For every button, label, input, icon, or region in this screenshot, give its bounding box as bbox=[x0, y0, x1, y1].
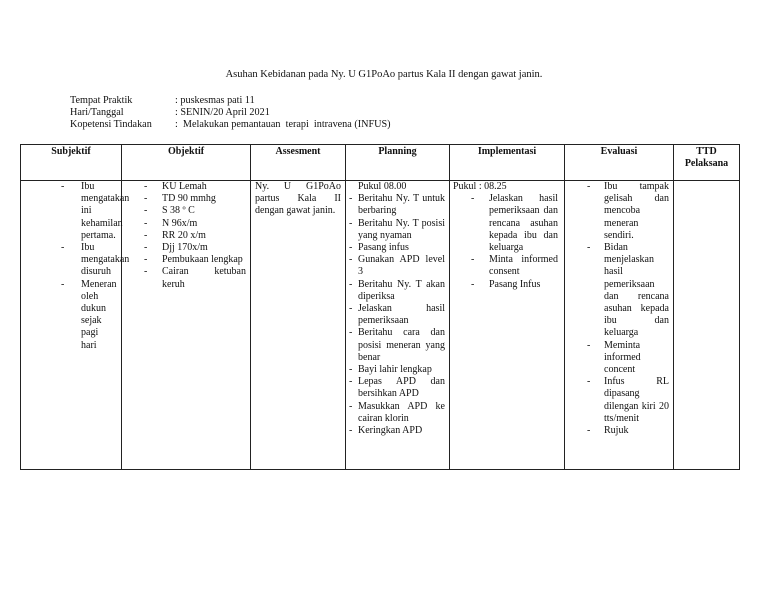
competency-label: Kopetensi Tindakan bbox=[70, 119, 152, 130]
cell-subjektif bbox=[21, 181, 130, 470]
list-item: - Ibu mengatakan ini kehamilan pertama. bbox=[61, 181, 81, 242]
list-item: - Rujuk bbox=[587, 425, 669, 437]
list-item: - Beritahu Ny. T posisi yang nyaman bbox=[349, 218, 445, 242]
meta-row-place bbox=[70, 95, 391, 107]
date-label: Hari/Tanggal bbox=[70, 107, 124, 118]
care-table bbox=[20, 144, 740, 470]
cell-planning bbox=[346, 181, 450, 470]
list-item: - Jelaskan hasil pemeriksaan bbox=[349, 303, 445, 327]
list-item: - Djj 170x/m bbox=[144, 242, 246, 254]
list-item: - Bidan menjelaskan hasil pemeriksaan dan rencana asuhan kepada ibu dan keluarga bbox=[587, 242, 669, 340]
list-item: - Meneran oleh dukun sejak pagi hari bbox=[61, 279, 81, 352]
list-item: - TD 90 mmhg bbox=[144, 193, 246, 205]
date-value: : SENIN/20 April 2021 bbox=[175, 107, 270, 118]
list-item: - Meminta informed concent bbox=[587, 340, 669, 377]
place-value: : puskesmas pati 11 bbox=[175, 95, 255, 106]
list-item: - Bayi lahir lengkap bbox=[349, 364, 445, 376]
planning-time: Pukul 08.00 bbox=[358, 181, 407, 192]
list-item: - KU Lemah bbox=[144, 181, 246, 193]
implementasi-time: Pukul : 08.25 bbox=[453, 181, 507, 192]
meta-row-date bbox=[70, 107, 391, 119]
list-item: - Jelaskan hasil pemeriksaan dan rencana asuhan kepada ibu dan keluarga bbox=[453, 193, 558, 254]
header-evaluasi: Evaluasi bbox=[565, 145, 674, 181]
place-label: Tempat Praktik bbox=[70, 95, 133, 106]
list-item: - Gunakan APD level 3 bbox=[349, 254, 445, 278]
list-item: - Minta informed consent bbox=[453, 254, 558, 278]
list-item: - Lepas APD dan bersihkan APD bbox=[349, 376, 445, 400]
table-row bbox=[21, 181, 740, 470]
list-item: - Cairan ketuban keruh bbox=[144, 266, 246, 290]
header-implementasi: Implementasi bbox=[450, 145, 565, 181]
list-item: - Pasang Infus bbox=[453, 279, 558, 291]
list-item: - Beritahu cara dan posisi meneran yang benar bbox=[349, 327, 445, 364]
cell-objektif bbox=[122, 181, 251, 470]
document-title: Asuhan Kebidanan pada Ny. U G1PoAo partus Kala II dengan gawat janin. bbox=[225, 69, 543, 80]
list-item: - Keringkan APD bbox=[349, 425, 445, 437]
list-item: - Beritahu Ny. T akan diperiksa bbox=[349, 279, 445, 303]
cell-assesment bbox=[251, 181, 346, 470]
list-item: - RR 20 x/m bbox=[144, 230, 246, 242]
assesment-text: Ny. U G1PoAo partus Kala II dengan gawat janin. bbox=[255, 181, 341, 217]
list-item: - Infus RL dipasang dilengan kiri 20 tts/menit bbox=[587, 376, 669, 425]
cell-ttd-pelaksana bbox=[674, 181, 740, 470]
cell-implementasi bbox=[450, 181, 565, 470]
list-item: - S 38 º C bbox=[144, 205, 246, 217]
header-planning: Planning bbox=[346, 145, 450, 181]
meta-row-competency bbox=[70, 119, 391, 131]
header-subjektif: Subjektif bbox=[21, 145, 122, 181]
document-meta bbox=[70, 95, 391, 131]
list-item: - Masukkan APD ke cairan klorin bbox=[349, 401, 445, 425]
header-assesment: Assesment bbox=[251, 145, 346, 181]
table-header-row bbox=[21, 145, 740, 181]
list-item: - Beritahu Ny. T untuk berbaring bbox=[349, 193, 445, 217]
cell-evaluasi bbox=[565, 181, 674, 470]
list-item: - Ibu tampak gelisah dan mencoba meneran sendiri. bbox=[587, 181, 669, 242]
list-item: - Pembukaan lengkap bbox=[144, 254, 246, 266]
header-objektif: Objektif bbox=[122, 145, 251, 181]
list-item: - Ibu mengatakan disuruh bbox=[61, 242, 81, 279]
list-item: - N 96x/m bbox=[144, 218, 246, 230]
list-item: - Pasang infus bbox=[349, 242, 445, 254]
competency-value: : Melakukan pemantauan terapi intravena (INFUS) bbox=[175, 119, 391, 130]
header-ttd-pelaksana: TTD Pelaksana bbox=[674, 145, 740, 181]
